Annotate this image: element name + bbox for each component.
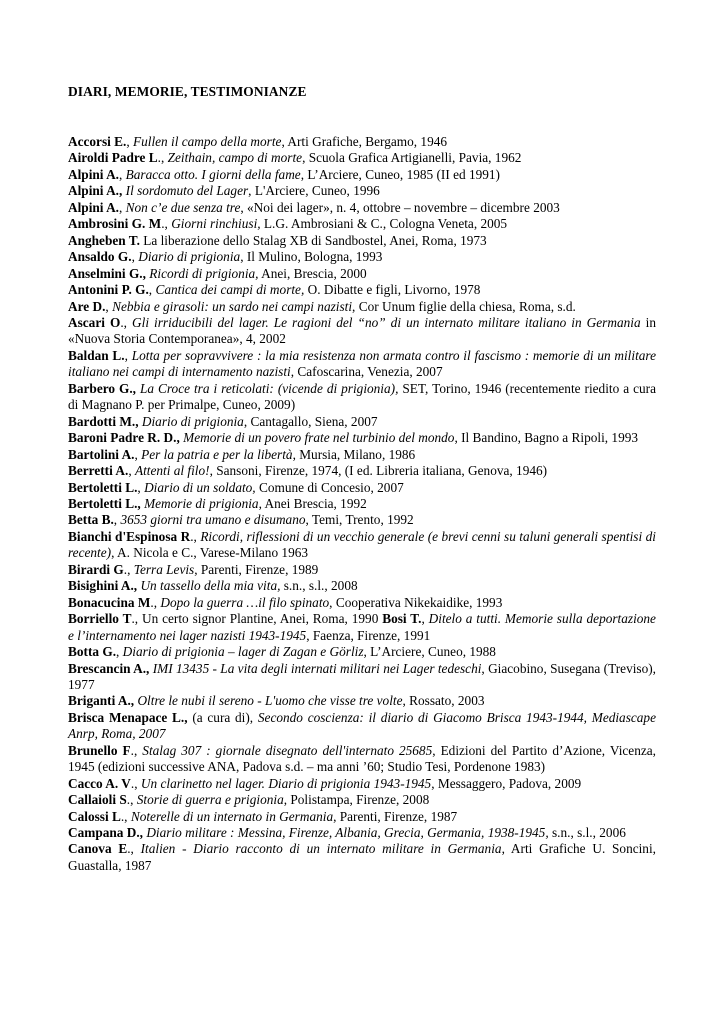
- bibliography-entry: [68, 841, 656, 874]
- bibliography-entry: [68, 348, 656, 381]
- entry-text: , L’Arciere, Cuneo, 1988: [363, 644, 496, 660]
- entry-title: Non c’e due senza tre: [125, 199, 241, 215]
- entry-author: Campana D.,: [68, 825, 143, 841]
- entry-text: ,: [105, 298, 113, 314]
- entry-author: Brunello F: [68, 742, 131, 758]
- entry-text: ,: [119, 199, 126, 215]
- bibliography-entry: [68, 611, 656, 644]
- entry-author: Brisca Menapace L.,: [68, 709, 188, 725]
- entry-author: Bertoletti L.,: [68, 495, 141, 511]
- entry-title: IMI 13435 - La vita degli internati militari nei Lager tedeschi: [152, 660, 482, 676]
- entry-author: Ansaldo G.: [68, 249, 132, 265]
- bibliography-entry: [68, 595, 656, 611]
- entry-title: Giorni rinchiusi,: [171, 216, 261, 232]
- entry-text: .,: [126, 792, 137, 808]
- entry-text: , Rossato, 2003: [402, 693, 485, 709]
- entry-text: .,: [120, 808, 131, 824]
- entry-author: Bisighini A.,: [68, 578, 138, 594]
- entry-text: , Parenti, Firenze, 1989: [194, 561, 319, 577]
- entry-author: Alpini A.,: [68, 183, 123, 199]
- bibliography-entry: [68, 447, 656, 463]
- entry-text: , Messaggero, Padova, 2009: [431, 775, 582, 791]
- bibliography-entry: [68, 693, 656, 709]
- entry-title: Terra Levis: [133, 561, 195, 577]
- entry-text: .,: [130, 775, 141, 791]
- entry-text: .,: [120, 314, 133, 330]
- entry-text: , Arti Grafiche, Bergamo, 1946: [281, 134, 448, 149]
- entry-author: Barbero G.,: [68, 380, 136, 396]
- bibliography-entry: [68, 200, 656, 216]
- entry-author: Brescancin A.,: [68, 660, 150, 676]
- entry-text: , Il Mulino, Bologna, 1993: [240, 249, 383, 265]
- entry-text: La liberazione dello Stalag XB di Sandbostel, Anei, Roma, 1973: [139, 232, 487, 248]
- entry-text: , A. Nicola e C., Varese-Milano 1963: [111, 545, 309, 561]
- entry-title: Ricordi di prigionia,: [149, 265, 259, 281]
- entry-author: Bertoletti L.: [68, 479, 138, 495]
- bibliography-entry: [68, 578, 656, 594]
- entry-text: , Giacobino, Susegana (Treviso), 1977: [68, 660, 656, 692]
- entry-title: Oltre le nubi il sereno - L'uomo che visse tre volte: [137, 693, 403, 709]
- entry-text: ., Un certo signor Plantine, Anei, Roma, 1990: [131, 611, 383, 627]
- entry-title: Attenti al filo!: [134, 463, 210, 479]
- entry-text: s.n., s.l., 2008: [280, 578, 358, 594]
- entry-author: Botta G.: [68, 644, 117, 660]
- entry-author: Callaioli S: [68, 792, 127, 808]
- entry-title: Il sordomuto del Lager: [125, 183, 249, 199]
- bibliography-entry: [68, 266, 656, 282]
- entry-author: Bianchi d'Espinosa R: [68, 528, 191, 544]
- entry-author: Birardi G: [68, 561, 124, 577]
- entry-author: Angheben T.: [68, 232, 140, 248]
- entry-author: Accorsi E.: [68, 134, 127, 149]
- entry-author: Bosi T.: [382, 611, 422, 627]
- entry-text: , Il Bandino, Bagno a Ripoli, 1993: [454, 430, 639, 446]
- entry-text: , Temi, Trento, 1992: [305, 512, 414, 528]
- entry-author: Canova E: [68, 841, 128, 857]
- entry-author: Bartolini A.: [68, 446, 135, 462]
- entry-author: Are D.: [68, 298, 106, 314]
- entry-text: , Arti Grafiche U. Soncini, Guastalla, 1987: [68, 841, 656, 873]
- entry-title: Diario di un soldato,: [144, 479, 256, 495]
- entry-author: Betta B.: [68, 512, 114, 528]
- entry-text: ,: [148, 282, 156, 298]
- entry-text: , Sansoni, Firenze, 1974, (I ed. Libreria italiana, Genova, 1946): [209, 463, 548, 479]
- entry-text: ,: [128, 463, 135, 479]
- entry-title: Fullen il campo della morte: [133, 134, 282, 149]
- bibliography-entry: [68, 282, 656, 298]
- entry-text: , Cooperativa Nikekaidike, 1993: [329, 594, 503, 610]
- bibliography-entry: [68, 776, 656, 792]
- page-title: DIARI, MEMORIE, TESTIMONIANZE: [68, 84, 307, 99]
- entry-author: Baldan L.: [68, 347, 125, 363]
- bibliography-entry: [68, 792, 656, 808]
- entry-title: Per la patria e per la libertà: [141, 446, 293, 462]
- entry-text: .,: [127, 841, 141, 857]
- bibliography-entry: [68, 743, 656, 776]
- entry-text: .,: [150, 594, 161, 610]
- entry-text: .,: [123, 561, 134, 577]
- bibliography-entry: [68, 661, 656, 694]
- entry-title: Storie di guerra e prigionia: [136, 792, 284, 808]
- entry-title: Italien - Diario racconto di un internato militare in Germania: [140, 841, 502, 857]
- entry-title: Diario militare : Messina, Firenze, Albania, Grecia, Germania, 1938-1945,: [146, 825, 549, 841]
- bibliography-entry: [68, 644, 656, 660]
- entry-author: Alpini A.: [68, 166, 119, 182]
- entry-text: , Cantagallo, Siena, 2007: [243, 413, 378, 429]
- entry-title: Un tassello della mia vita,: [140, 578, 281, 594]
- bibliography-entry: [68, 710, 656, 743]
- entry-text: ,: [126, 134, 133, 149]
- bibliography-entry: [68, 134, 656, 150]
- bibliography-entry: [68, 381, 656, 414]
- entry-title: Stalag 307 : giornale disegnato dell'internato 25685: [142, 742, 433, 758]
- entry-author: Airoldi Padre L: [68, 150, 158, 166]
- bibliography-entry: [68, 825, 656, 841]
- bibliography-entry: [68, 430, 656, 446]
- entry-author: Baroni Padre R. D.,: [68, 430, 180, 446]
- bibliography-entry: [68, 249, 656, 265]
- entry-text: , L'Arciere, Cuneo, 1996: [248, 183, 380, 199]
- bibliography-list: [68, 134, 656, 874]
- entry-text: .,: [157, 150, 168, 166]
- entry-text: ,: [113, 512, 121, 528]
- entry-text: , L’Arciere, Cuneo, 1985 (II ed 1991): [300, 166, 500, 182]
- entry-title: Gli irriducibili del lager. Le ragioni del “no” di un internato militare italiano in Germania: [132, 314, 641, 330]
- entry-title: Memorie di prigionia: [144, 495, 259, 511]
- entry-title: Baracca otto. I giorni della fame: [125, 166, 301, 182]
- entry-author: Calossi L: [68, 808, 121, 824]
- entry-text: ,: [131, 249, 139, 265]
- entry-text: ,: [137, 479, 145, 495]
- entry-text: , «Noi dei lager», n. 4, ottobre – novembre – dicembre 2003: [240, 199, 560, 215]
- entry-text: , Mursia, Milano, 1986: [292, 446, 416, 462]
- entry-author: Bardotti M.,: [68, 413, 139, 429]
- bibliography-entry: [68, 167, 656, 183]
- entry-title: Nebbia e girasoli: un sardo nei campi nazisti: [112, 298, 353, 314]
- bibliography-entry: [68, 216, 656, 232]
- entry-title: La Croce tra i reticolati: (vicende di prigionia),: [139, 380, 399, 396]
- entry-text: L.G. Ambrosiani & C., Cologna Veneta, 2005: [260, 216, 508, 232]
- entry-title: Zeithain, campo di morte: [167, 150, 303, 166]
- entry-author: Berretti A.: [68, 463, 129, 479]
- entry-text: Comune di Concesio, 2007: [255, 479, 404, 495]
- entry-text: ,: [116, 644, 123, 660]
- entry-text: ,: [421, 611, 429, 627]
- entry-author: Anselmini G.,: [68, 265, 146, 281]
- entry-title: Lotta per sopravvivere : la mia resistenza non armata contro il fascismo : memorie di un militare italiano nei campi di internamento nazisti: [68, 347, 656, 380]
- entry-title: Ditelo a tutti. Memorie sulla deportazione e l’internamento nei lager nazisti 1943-1945: [68, 611, 656, 643]
- entry-title: Diario di prigionia: [141, 413, 244, 429]
- entry-text: .,: [190, 528, 201, 544]
- entry-text: Anei, Brescia, 2000: [258, 265, 367, 281]
- bibliography-entry: [68, 529, 656, 562]
- bibliography-entry: [68, 299, 656, 315]
- bibliography-entry: [68, 480, 656, 496]
- entry-text: .,: [161, 216, 172, 232]
- bibliography-entry: [68, 414, 656, 430]
- entry-text: SET, Torino, 1946 (recentemente riedito a cura di Magnano P. per Primalpe, Cuneo, 2009): [68, 380, 656, 413]
- entry-text: , Edizioni del Partito d’Azione, Vicenza, 1945 (edizioni successive ANA, Padova s.d. – ma anni ’60; Studio Tesi, Pordenone 1983): [68, 742, 656, 775]
- entry-text: ,: [124, 347, 132, 363]
- entry-title: Ricordi, riflessioni di un vecchio generale (e brevi cenni su taluni generali spentisi di recente): [68, 528, 656, 561]
- entry-title: 3653 giorni tra umano e disumano: [120, 512, 306, 528]
- entry-author: Ascari O: [68, 314, 121, 330]
- bibliography-entry: [68, 315, 656, 348]
- bibliography-entry: [68, 233, 656, 249]
- bibliography-entry: [68, 463, 656, 479]
- entry-text: , Scuola Grafica Artigianelli, Pavia, 1962: [302, 150, 522, 166]
- entry-author: Ambrosini G. M: [68, 216, 162, 232]
- bibliography-entry: [68, 562, 656, 578]
- entry-text: , Cor Unum figlie della chiesa, Roma, s.d.: [352, 298, 576, 314]
- entry-text: .,: [130, 742, 143, 758]
- entry-author: Borriello T: [68, 611, 132, 627]
- entry-title: Diario di prigionia – lager di Zagan e Görliz: [122, 644, 364, 660]
- entry-text: , Faenza, Firenze, 1991: [306, 627, 431, 643]
- entry-text: ,: [119, 166, 126, 182]
- entry-author: Antonini P. G.: [68, 282, 149, 298]
- entry-text: O. Dibatte e figli, Livorno, 1978: [304, 282, 481, 298]
- entry-text: , Anei Brescia, 1992: [258, 495, 367, 511]
- bibliography-entry: [68, 183, 656, 199]
- entry-title: Diario di prigionia: [138, 249, 241, 265]
- bibliography-entry: [68, 512, 656, 528]
- entry-title: Noterelle di un internato in Germania: [130, 808, 334, 824]
- entry-title: Secondo coscienza: il diario di Giacomo Brisca 1943-1944, Mediascape Anrp, Roma, 2007: [68, 709, 656, 742]
- entry-author: Cacco A. V: [68, 775, 131, 791]
- entry-text: , Parenti, Firenze, 1987: [333, 808, 458, 824]
- entry-author: Alpini A.: [68, 199, 119, 215]
- entry-text: (a cura di),: [187, 709, 258, 725]
- entry-author: Briganti A.,: [68, 693, 135, 709]
- entry-text: s.n., s.l., 2006: [548, 825, 626, 841]
- bibliography-entry: [68, 496, 656, 512]
- entry-author: Bonacucina M: [68, 594, 151, 610]
- bibliography-entry: [68, 809, 656, 825]
- entry-title: Memorie di un povero frate nel turbinio del mondo: [183, 430, 455, 446]
- entry-text: , Cafoscarina, Venezia, 2007: [290, 364, 443, 380]
- entry-title: Cantica dei campi di morte,: [155, 282, 305, 298]
- bibliography-entry: [68, 150, 656, 166]
- entry-title: Dopo la guerra …il filo spinato: [160, 594, 330, 610]
- entry-text: in «Nuova Storia Contemporanea», 4, 2002: [68, 314, 656, 347]
- entry-text: ,: [134, 446, 142, 462]
- entry-title: Un clarinetto nel lager. Diario di prigionia 1943-1945: [140, 775, 432, 791]
- entry-text: , Polistampa, Firenze, 2008: [283, 792, 430, 808]
